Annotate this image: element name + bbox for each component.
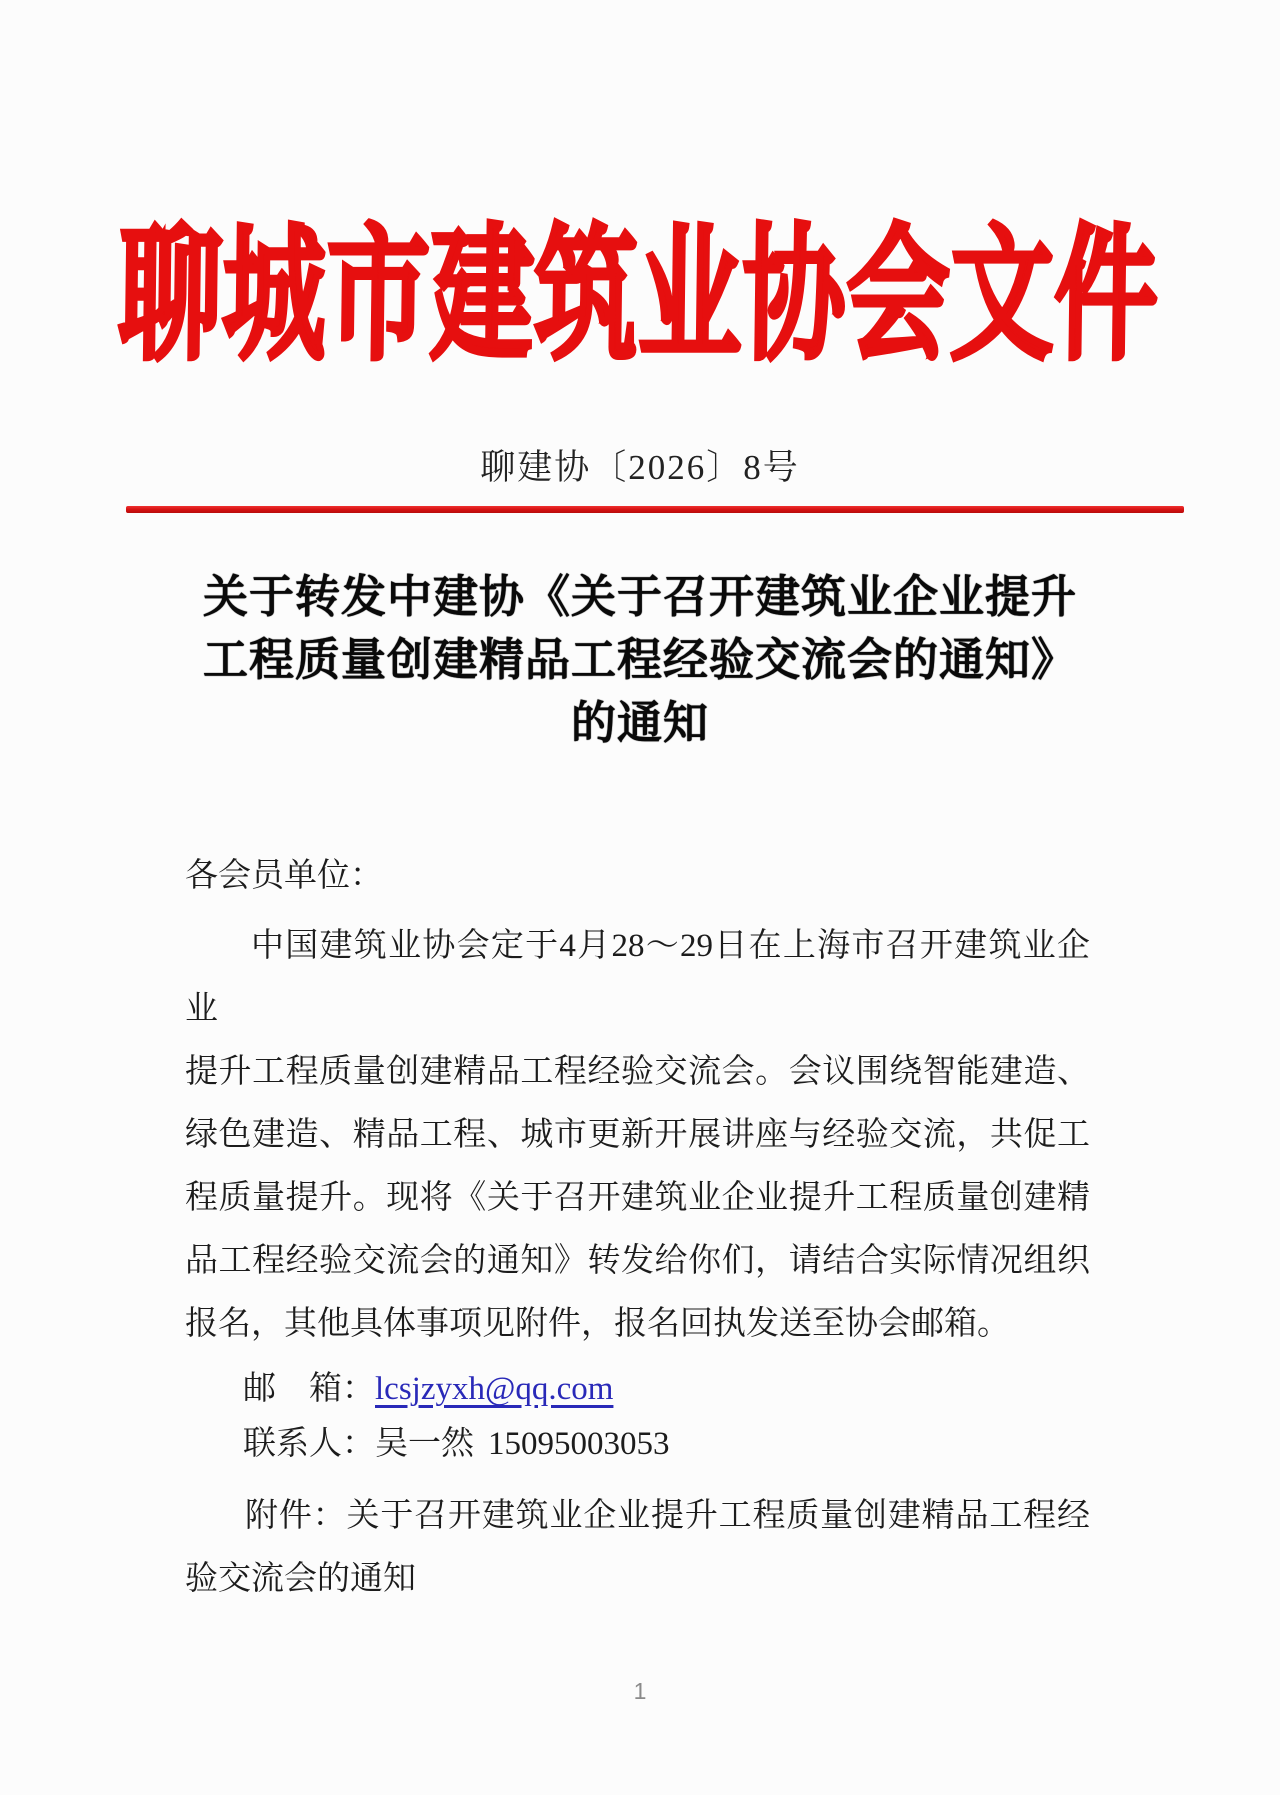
body-line: 程质量提升。现将《关于召开建筑业企业提升工程质量创建精 [185, 1180, 1090, 1216]
contact-row [243, 1413, 670, 1476]
document-title-line-2: 工程质量创建精品工程经验交流会的通知》 [202, 634, 1077, 685]
body-line: 提升工程质量创建精品工程经验交流会。会议围绕智能建造、 [185, 1054, 1090, 1090]
salutation: 各会员单位： [185, 858, 383, 894]
email-link[interactable]: lcsjzyxh@qq.com [375, 1371, 614, 1407]
contact-phone: 15095003053 [488, 1426, 670, 1462]
body-line: 绿色建造、精品工程、城市更新开展讲座与经验交流，共促工 [185, 1117, 1090, 1153]
red-divider-line [126, 506, 1184, 513]
email-label: 邮 箱： [243, 1371, 375, 1407]
body-paragraph [185, 915, 1090, 1356]
contact-name: 吴一然 [375, 1426, 474, 1462]
attachment-line: 验交流会的通知 [185, 1561, 416, 1597]
org-masthead-title: 聊城市建筑业协会文件 [117, 216, 1160, 379]
doc-number: 聊建协〔2026〕8号 [480, 448, 800, 487]
document-title-line-3: 的通知 [570, 697, 709, 748]
document-title [0, 565, 1280, 754]
email-row [243, 1358, 613, 1421]
attachment-line: 附件：关于召开建筑业企业提升工程质量创建精品工程经 [245, 1498, 1090, 1534]
body-line: 报名，其他具体事项见附件，报名回执发送至协会邮箱。 [185, 1306, 1010, 1342]
page-number: 1 [633, 1678, 647, 1704]
attachment-note [185, 1485, 1090, 1611]
body-line: 中国建筑业协会定于4月28～29日在上海市召开建筑业企业 [185, 928, 1090, 1027]
document-title-line-1: 关于转发中建协《关于召开建筑业企业提升 [202, 571, 1077, 622]
body-line: 品工程经验交流会的通知》转发给你们，请结合实际情况组织 [185, 1243, 1090, 1279]
contact-label: 联系人： [243, 1426, 375, 1462]
